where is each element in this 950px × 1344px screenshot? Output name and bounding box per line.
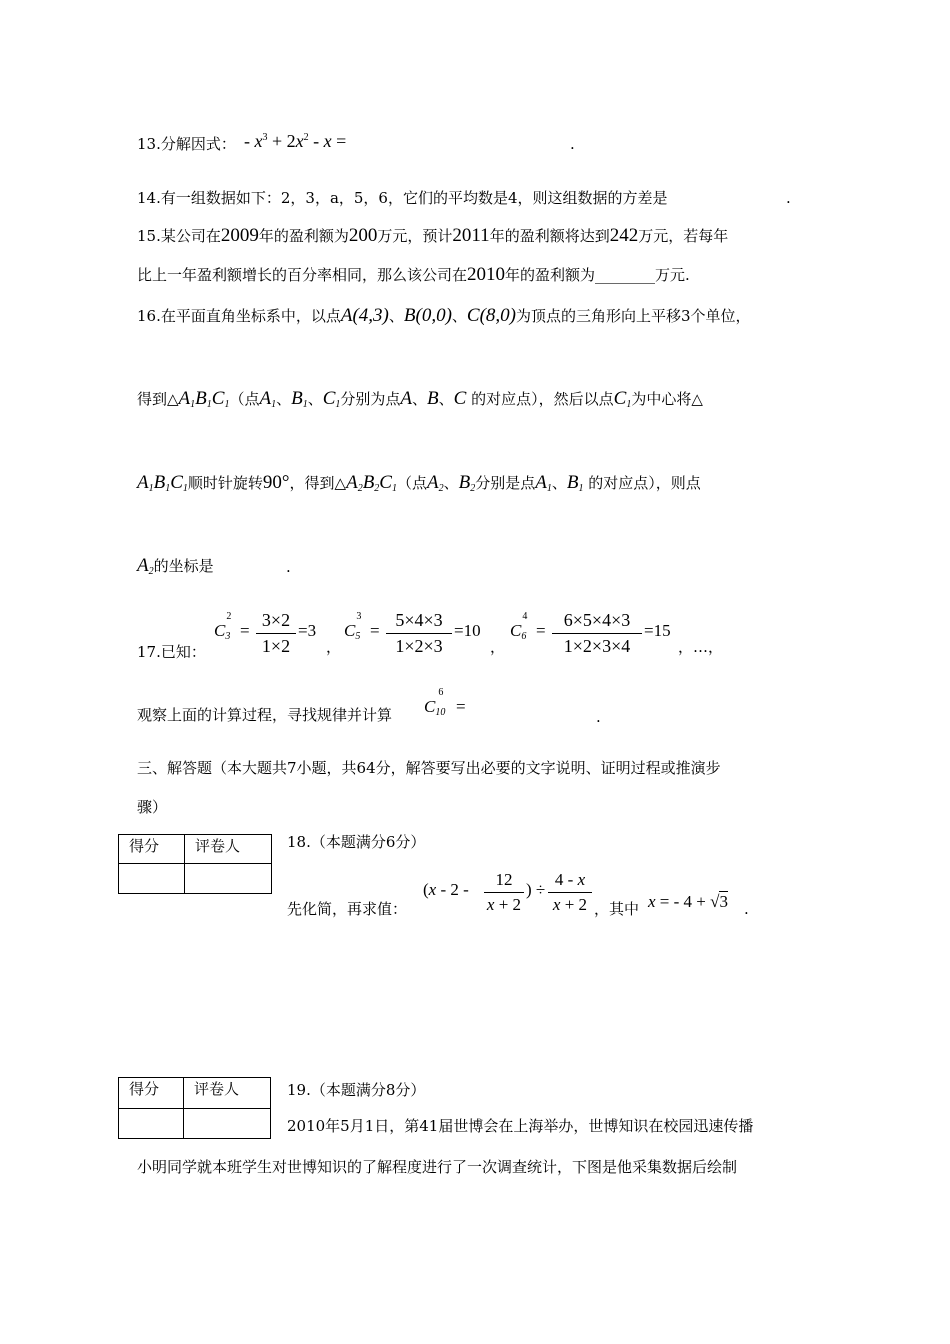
q18-pre: 先化简，再求值： (287, 900, 408, 918)
q17-end: . (596, 708, 601, 726)
q13-end: . (570, 135, 575, 153)
q17-frac2: 5×4×3 1×2×3 (386, 610, 452, 657)
q15-line1: 15.某公司在2009年的盈利额为200万元，预计2011年的盈利额将达到242万元，若每年 (137, 225, 729, 246)
q18-frac2: 4 - x x + 2 (548, 870, 592, 915)
q17-label: 17.已知： (137, 643, 206, 661)
q19-line1: 2010年5月1日，第41届世博会在上海举办，世博知识在校园迅速传播 (287, 1117, 754, 1135)
q18-title: 18.（本题满分6分） (287, 833, 426, 851)
q17-res3: =15 (644, 621, 671, 640)
q17-c53: $C_5$ 3 (344, 611, 362, 642)
q16-line4: $A_2$的坐标是 (137, 555, 214, 577)
q16-end: . (286, 558, 291, 576)
q17-frac3: 6×5×4×3 1×2×3×4 (552, 610, 642, 657)
q13-label: 13.分解因式： (137, 135, 236, 153)
q14-text: 14.有一组数据如下：2，3，a，5，6，它们的平均数是4，则这组数据的方差是 (137, 189, 668, 207)
q18-score-table: 得分 评卷人 (118, 834, 272, 894)
q13-expression: - $x^3 + 2x^2 - x$ = (244, 131, 347, 151)
q17-res1: =3 (298, 621, 317, 640)
q17-frac1: 3×2 1×2 (256, 610, 296, 657)
q16-line1: 16.在平面直角坐标系中，以点A(4,3)、B(0,0)、C(8,0)为顶点的三角形向上平移3个单位， (137, 305, 751, 326)
q15-line2: 比上一年盈利额增长的百分率相同，那么该公司在2010年的盈利额为________万元. (137, 264, 690, 285)
section3-line1: 三、解答题（本大题共7小题，共64分，解答要写出必要的文字说明、证明过程或推演步 (137, 759, 721, 777)
section3-line2: 骤） (137, 798, 168, 816)
q17-tail: ，…， (678, 638, 724, 656)
q17-c32: $C_3$ 2 (214, 611, 232, 642)
q17-line2: 观察上面的计算过程，寻找规律并计算 (137, 706, 393, 724)
q18-frac1: 12 x + 2 (484, 870, 524, 915)
q18-expr-a: (x - 2 - (423, 880, 469, 899)
q17-c64: $C_6$ 4 (510, 611, 528, 642)
q19-line2: 小明同学就本班学生对世博知识的了解程度进行了一次调查统计，下图是他采集数据后绘制 (137, 1158, 738, 1176)
q17-c106: $C_{10}$ 6 (424, 687, 446, 718)
q16-line3: $A_1B_1C_1$顺时针旋转90°，得到$\triangle A_2B_2C_1$（点$A_2$、$B_2$分别是点$A_1$、$B_1$ 的对应点），则点 (137, 472, 701, 494)
q18-mid: ，其中 (594, 900, 640, 918)
q18-end: . (744, 900, 749, 918)
q16-line2: 得到$\triangle A_1B_1C_1$（点$A_1$、$B_1$、$C_1$分别为点A、B、C 的对应点），然后以点$C_1$为中心将△ (137, 388, 703, 410)
q19-score-table: 得分 评卷人 (118, 1077, 271, 1139)
q14-end: . (786, 189, 791, 207)
q17-res2: =10 (454, 621, 481, 640)
q19-title: 19.（本题满分8分） (287, 1081, 426, 1099)
q18-condition: x = - 4 + √3 (648, 892, 728, 911)
